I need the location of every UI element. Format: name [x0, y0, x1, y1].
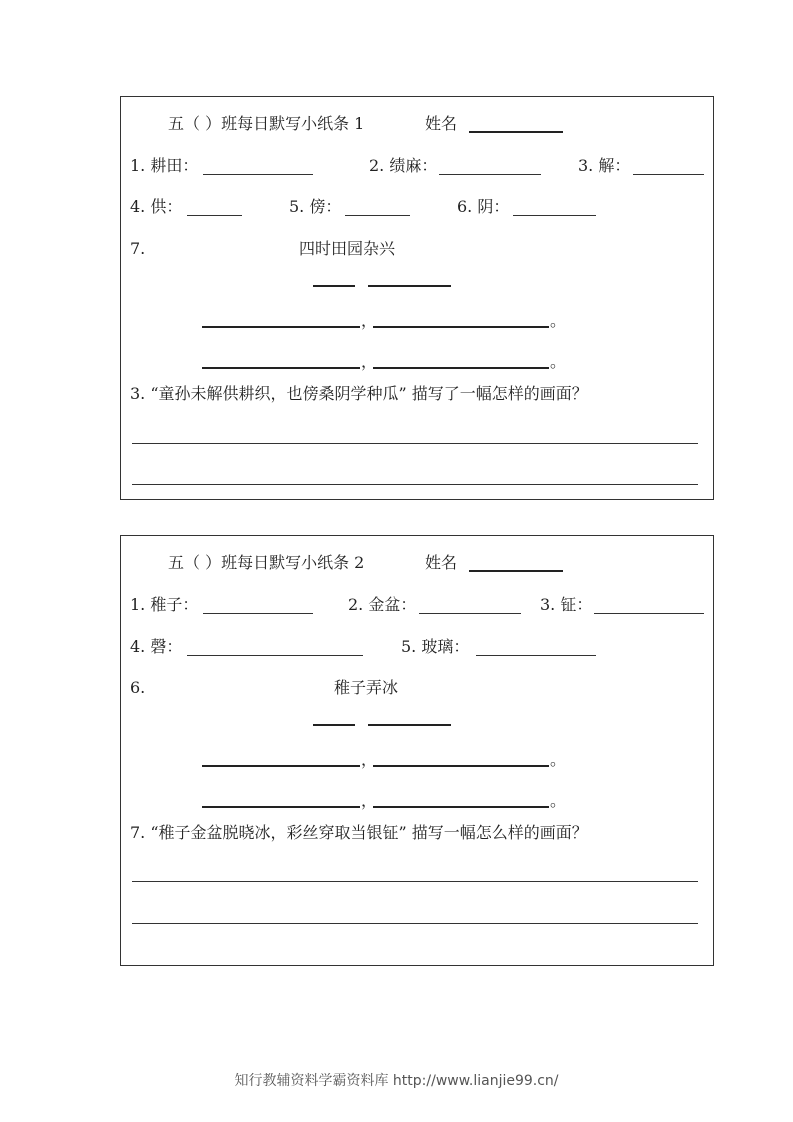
answer-blank-3[interactable] — [633, 174, 704, 175]
dictation-card-1 — [120, 96, 714, 500]
question-6-label: 6. 阴： — [457, 197, 510, 216]
poem-line-2a-blank[interactable] — [202, 367, 360, 369]
comprehension-question: 7. “稚子金盆脱晓冰，彩丝穿取当银钲” 描写一幅怎么样的画面？ — [130, 823, 588, 842]
period: 。 — [550, 791, 567, 810]
poem-title: 稚子弄冰 — [334, 678, 399, 697]
question-1-label: 1. 稚子： — [130, 595, 199, 614]
question-2-label: 2. 金盆： — [348, 595, 417, 614]
question-7-label: 7. — [130, 239, 146, 258]
answer-blank-2[interactable] — [439, 174, 541, 175]
question-4-label: 4. 磬： — [130, 637, 183, 656]
poem-title: 四时田园杂兴 — [299, 239, 396, 258]
author-blank[interactable] — [368, 285, 451, 287]
answer-blank-2[interactable] — [419, 613, 521, 614]
question-2-label: 2. 绩麻： — [369, 156, 438, 175]
comma: ， — [361, 311, 378, 330]
name-label: 姓名 — [425, 553, 458, 572]
card-title: 五（ ）班每日默写小纸条 1 — [168, 114, 365, 133]
name-blank[interactable] — [469, 570, 563, 572]
period: 。 — [550, 750, 567, 769]
footer-source: 知行教辅资料学霸资料库 http://www.lianjie99.cn/ — [234, 1073, 559, 1089]
dynasty-blank[interactable] — [313, 285, 355, 287]
period: 。 — [550, 352, 567, 371]
answer-blank-6[interactable] — [513, 215, 596, 216]
answer-blank-3[interactable] — [594, 613, 704, 614]
answer-line-1[interactable] — [132, 881, 698, 882]
card-title: 五（ ）班每日默写小纸条 2 — [168, 553, 365, 572]
poem-line-1b-blank[interactable] — [373, 326, 549, 328]
comma: ， — [361, 750, 378, 769]
poem-line-1a-blank[interactable] — [202, 326, 360, 328]
comma: ， — [361, 352, 378, 371]
comprehension-question: 3. “童孙未解供耕织，也傍桑阴学种瓜” 描写了一幅怎样的画面？ — [130, 384, 588, 403]
poem-line-2b-blank[interactable] — [373, 806, 549, 808]
question-3-label: 3. 解： — [578, 156, 631, 175]
question-5-label: 5. 傍： — [289, 197, 342, 216]
name-blank[interactable] — [469, 131, 563, 133]
poem-line-1b-blank[interactable] — [373, 765, 549, 767]
dynasty-blank[interactable] — [313, 724, 355, 726]
answer-blank-5[interactable] — [476, 655, 596, 656]
dictation-card-2 — [120, 535, 714, 966]
question-3-label: 3. 钲： — [540, 595, 593, 614]
question-1-label: 1. 耕田： — [130, 156, 199, 175]
answer-blank-1[interactable] — [203, 174, 313, 175]
answer-line-1[interactable] — [132, 443, 698, 444]
answer-blank-4[interactable] — [187, 215, 242, 216]
answer-blank-5[interactable] — [345, 215, 410, 216]
answer-blank-4[interactable] — [187, 655, 363, 656]
poem-line-2b-blank[interactable] — [373, 367, 549, 369]
answer-line-2[interactable] — [132, 923, 698, 924]
answer-blank-1[interactable] — [203, 613, 313, 614]
question-6-label: 6. — [130, 678, 146, 697]
question-5-label: 5. 玻璃： — [401, 637, 470, 656]
period: 。 — [550, 311, 567, 330]
name-label: 姓名 — [425, 114, 458, 133]
poem-line-2a-blank[interactable] — [202, 806, 360, 808]
comma: ， — [361, 791, 378, 810]
question-4-label: 4. 供： — [130, 197, 183, 216]
poem-line-1a-blank[interactable] — [202, 765, 360, 767]
author-blank[interactable] — [368, 724, 451, 726]
answer-line-2[interactable] — [132, 484, 698, 485]
